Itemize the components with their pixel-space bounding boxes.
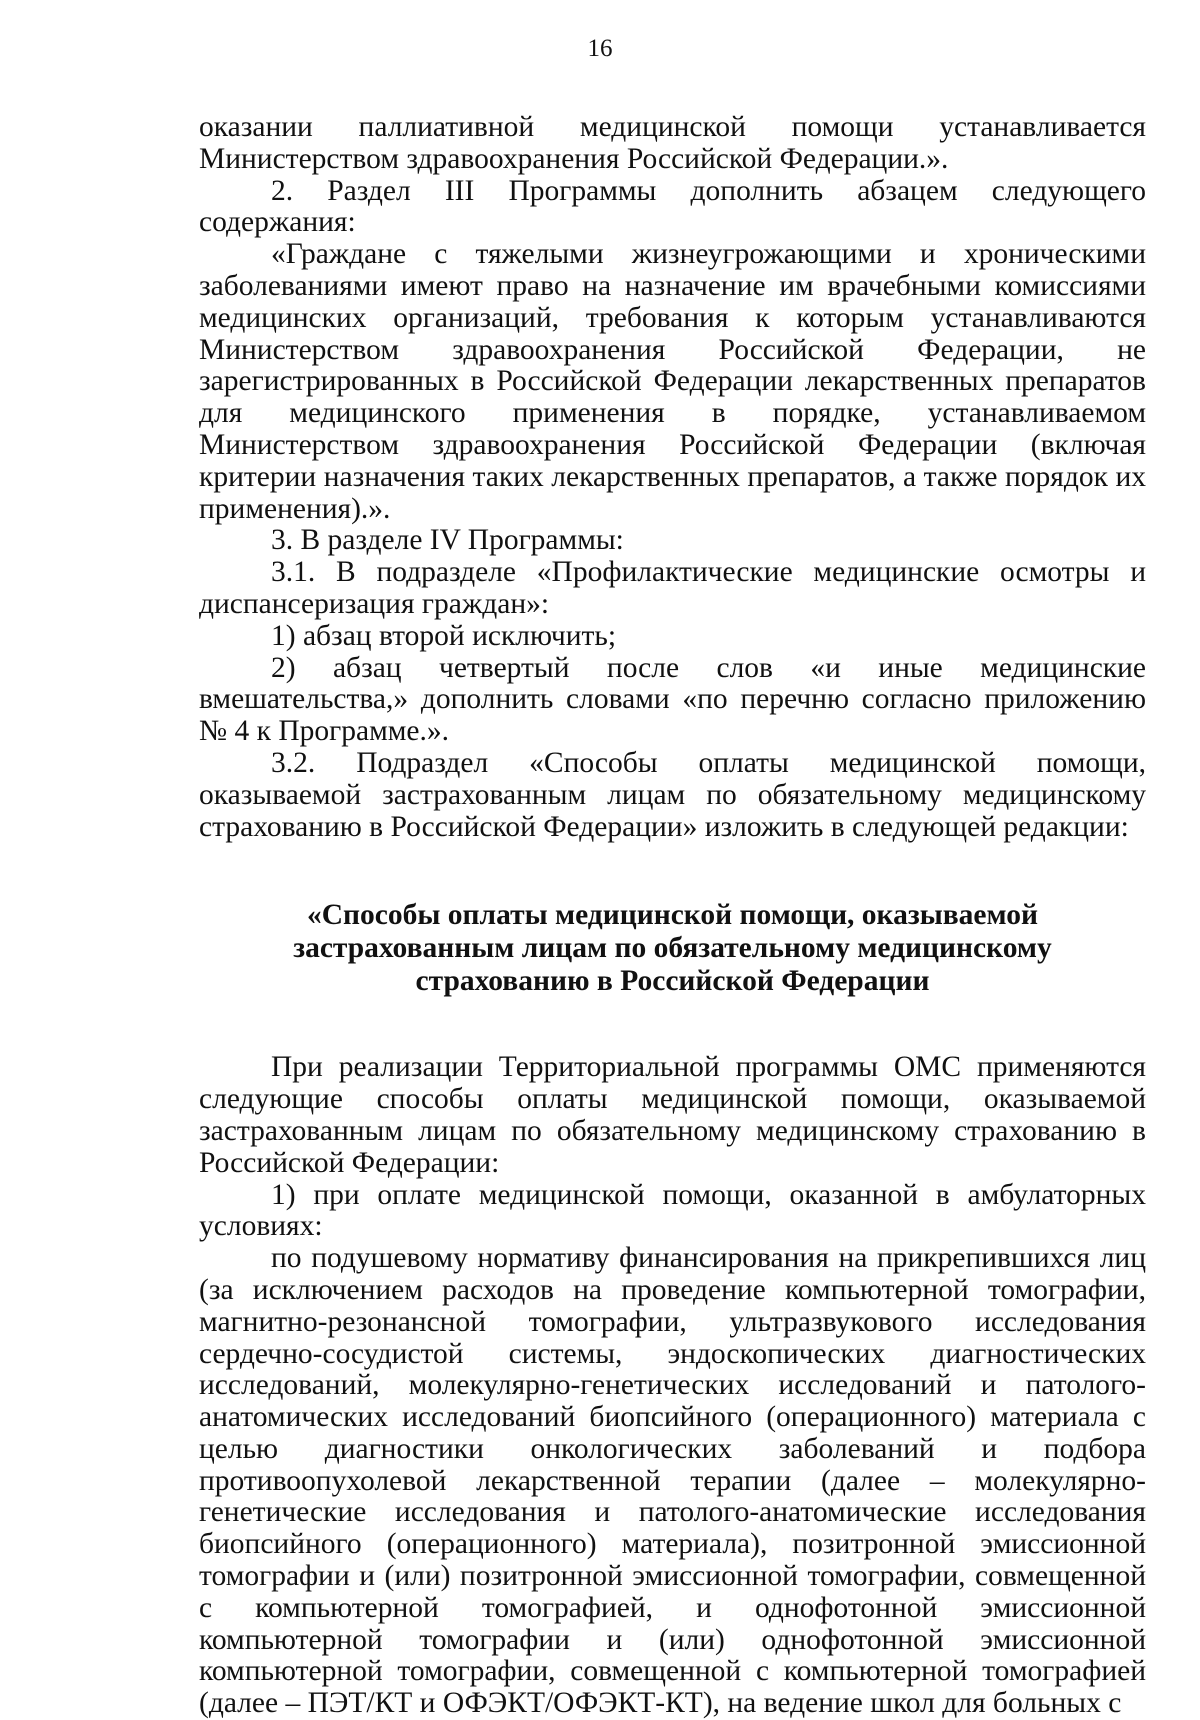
section-heading-line: застрахованным лицам по обязательному медицинскому: [293, 932, 1052, 965]
paragraph-subitem-2: 2) абзац четвертый после слов «и иные медицинские вмешательства,» дополнить словами «по перечню согласно приложению № 4 к Программе.».: [199, 651, 1146, 748]
paragraph-item-3-1: 3.1. В подразделе «Профилактические медицинские осмотры и диспансеризация граждан»:: [199, 556, 1146, 620]
paragraph-payment-methods-intro: При реализации Территориальной программы ОМС применяются следующие способы оплаты медицинской помощи, оказываемой застрахованным лицам по обязательному медицинскому страхованию в Российской Федерации:: [199, 1051, 1146, 1179]
paragraph-outpatient: 1) при оплате медицинской помощи, оказанной в амбулаторных условиях:: [199, 1178, 1146, 1243]
section-heading: [199, 899, 1146, 998]
paragraph-quote-citizens: «Граждане с тяжелыми жизнеугрожающими и хроническими заболеваниями имеют право на назначение им врачебными комиссиями медицинских организаций, требования к которым устанавливаются Министерством здравоохранения Российской Федерации, не зарегистрированных в Российской Федерации лекарственных препаратов для медицинского применения в порядке, устанавливаемом Министерством здравоохранения Российской Федерации (включая критерии назначения таких лекарственных препаратов, а также порядок их применения).».: [199, 238, 1146, 525]
section-heading-line: «Способы оплаты медицинской помощи, оказываемой: [307, 899, 1038, 932]
paragraph-item-3: 3. В разделе IV Программы:: [271, 524, 624, 557]
paragraph-continuation: оказании паллиативной медицинской помощи устанавливается Министерством здравоохранения Российской Федерации.».: [199, 111, 1146, 175]
document-body: [199, 112, 1146, 1720]
paragraph-item-3-2: 3.2. Подраздел «Способы оплаты медицинской помощи, оказываемой застрахованным лицам по обязательному медицинскому страхованию в Российской Федерации» изложить в следующей редакции:: [199, 746, 1146, 843]
paragraph-per-capita-norm: по подушевому нормативу финансирования на прикрепившихся лиц (за исключением расходов на проведение компьютерной томографии, магнитно-резонансной томографии, ультразвукового исследования сердечно-сосудистой системы, эндоскопических диагностических исследований, молекулярно-генетических исследований и патолого-анатомических исследований биопсийного (операционного) материала с целью диагностики онкологических заболеваний и подбора противоопухолевой лекарственной терапии (далее – молекулярно-генетические исследования и патолого-анатомические исследования биопсийного (операционного) материала), позитронной эмиссионной томографии и (или) позитронной эмиссионной томографии, совмещенной с компьютерной томографией, и однофотонной эмиссионной компьютерной томографии и (или) однофотонной эмиссионной компьютерной томографии, совмещенной с компьютерной томографией (далее – ПЭТ/КТ и ОФЭКТ/ОФЭКТ-КТ), на ведение школ для больных с: [199, 1242, 1146, 1720]
paragraph-item-2: 2. Раздел III Программы дополнить абзацем следующего содержания:: [199, 174, 1146, 239]
paragraph-subitem-1: 1) абзац второй исключить;: [271, 619, 617, 652]
page-number: 16: [587, 35, 613, 62]
section-heading-line: страхованию в Российской Федерации: [415, 965, 930, 998]
